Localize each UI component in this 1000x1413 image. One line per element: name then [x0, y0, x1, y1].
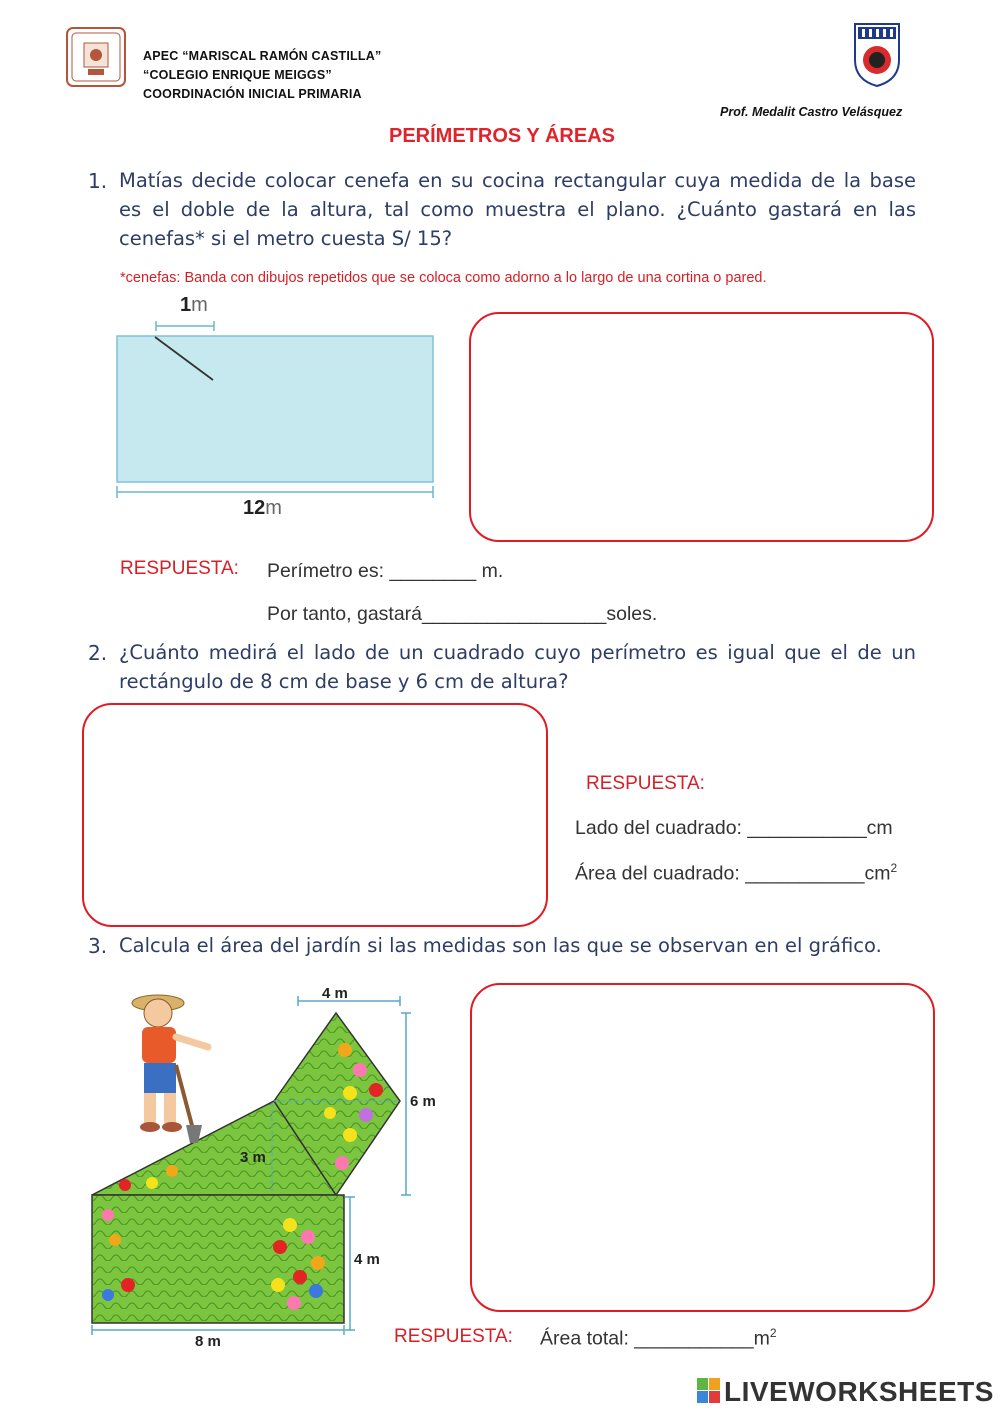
- dim-top-label: 4 m: [322, 985, 348, 1002]
- school-crest-icon: [66, 27, 126, 87]
- q3-area-line: [540, 1326, 777, 1351]
- garden-diagram: [80, 985, 460, 1355]
- dim-rect-right-label: 4 m: [354, 1251, 380, 1268]
- bottom-dimension-unit: m: [265, 497, 282, 519]
- header-line-3: COORDINACIÓN INICIAL PRIMARIA: [143, 87, 362, 101]
- q1-perimeter-line: Perímetro es: ________ m.: [267, 560, 504, 582]
- q3-text: Calcula el área del jardín si las medidas son las que se observan en el gráfico.: [119, 934, 882, 957]
- q1-cost-line: Por tanto, gastará_________________soles.: [267, 603, 658, 625]
- dim-middle-label: 3 m: [240, 1149, 266, 1166]
- farmer-icon: [132, 995, 208, 1143]
- q3-garden-figure: [80, 985, 460, 1355]
- liveworksheets-brand: LIVEWORKSHEETS: [724, 1376, 994, 1407]
- q1-response-label: RESPUESTA:: [120, 558, 239, 579]
- q3-work-box[interactable]: [470, 983, 935, 1312]
- bottom-dimension-label: [243, 497, 282, 520]
- q3-area-exponent: 2: [769, 1326, 777, 1340]
- college-shield-icon: [852, 20, 902, 88]
- top-dimension-value: 1: [180, 294, 192, 316]
- q3-area-text: Área total: ___________m: [540, 1327, 770, 1350]
- kitchen-rectangle: [117, 336, 433, 482]
- school-logo: [66, 27, 126, 87]
- q2-text: ¿Cuánto medirá el lado de un cuadrado cuyo perímetro es igual que el de un rectángulo de 8 cm de base y 6 cm de altura?: [119, 641, 916, 693]
- q1-footnote: *cenefas: Banda con dibujos repetidos que se coloca como adorno a lo largo de una cortina o pared.: [120, 270, 767, 286]
- dim-bottom-label: 8 m: [195, 1333, 221, 1350]
- bottom-dimension-value: 12: [243, 497, 266, 519]
- top-dimension-unit: m: [191, 294, 208, 316]
- q2-work-box[interactable]: [82, 703, 548, 927]
- q3-number: 3.: [88, 934, 108, 958]
- q1-kitchen-plan: [110, 292, 440, 524]
- q1-text: Matías decide colocar cenefa en su cocina rectangular cuya medida de la base es el doble de la altura, tal como muestra el plano. ¿Cuánto gastará en las cenefas* si el metro cuesta S/ 15?: [119, 169, 916, 250]
- q2-area-exponent: 2: [890, 861, 898, 875]
- kitchen-plan-figure: [110, 292, 440, 524]
- top-dimension-label: [180, 294, 208, 317]
- q2-area-line: [575, 861, 897, 886]
- q2-side-line: Lado del cuadrado: ___________cm: [575, 817, 893, 839]
- header-line-2: “COLEGIO ENRIQUE MEIGGS”: [143, 68, 332, 82]
- q2-response-label: RESPUESTA:: [586, 773, 705, 794]
- liveworksheets-mark-icon: [697, 1378, 721, 1404]
- q1-number: 1.: [88, 169, 108, 193]
- college-shield: [852, 20, 902, 88]
- teacher-name: Prof. Medalit Castro Velásquez: [720, 105, 903, 119]
- q2-number: 2.: [88, 641, 108, 665]
- q2-area-text: Área del cuadrado: ___________cm: [575, 862, 891, 885]
- page-title: PERÍMETROS Y ÁREAS: [389, 125, 615, 147]
- header-line-1: APEC “MARISCAL RAMÓN CASTILLA”: [143, 49, 382, 63]
- q3-response-label: RESPUESTA:: [394, 1326, 513, 1347]
- liveworksheets-logo: [697, 1378, 721, 1404]
- q1-work-box[interactable]: [469, 312, 934, 542]
- dim-right-label: 6 m: [410, 1093, 436, 1110]
- garden-rectangle: [92, 1195, 344, 1323]
